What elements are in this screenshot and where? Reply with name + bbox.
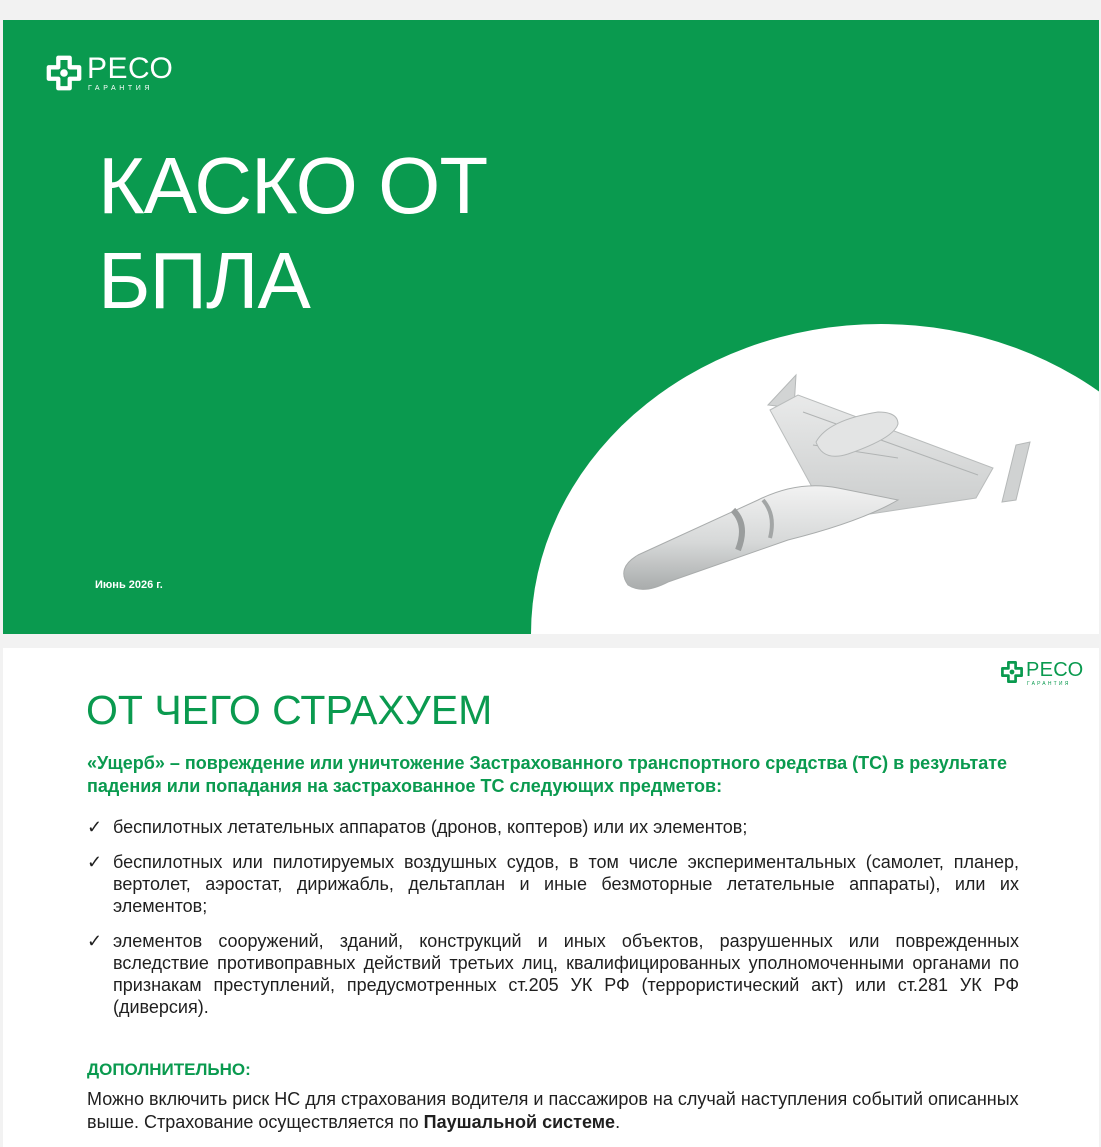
- list-item-text: элементов сооружений, зданий, конструкций и иных объектов, разрушенных или поврежденных вследствие противоправных действий третьих лиц, квалифицированных уполномоченными органами по признакам преступлений, предусмотренных ст.205 УК РФ (террористический акт) или ст.281 УК РФ (диверсия).: [113, 931, 1019, 1017]
- additional-bold-text: Паушальной системе: [423, 1112, 616, 1132]
- list-item: [87, 851, 1019, 917]
- logo-brand-text: РЕСО: [1026, 659, 1084, 681]
- cover-title-line1: КАСКО ОТ: [98, 141, 488, 230]
- reso-logo-small: [1000, 660, 1083, 687]
- check-icon: ✓: [87, 931, 103, 951]
- list-item-text: беспилотных летательных аппаратов (дронов, коптеров) или их элементов;: [113, 817, 748, 837]
- cover-slide: [3, 20, 1099, 634]
- list-item: [87, 816, 1019, 838]
- cover-title: [98, 138, 487, 328]
- logo-brand-text: РЕСО: [87, 52, 174, 85]
- additional-heading: ДОПОЛНИТЕЛЬНО:: [87, 1060, 251, 1079]
- reso-cross-logo-icon: [45, 54, 83, 92]
- check-icon: ✓: [87, 817, 103, 837]
- lead-paragraph: «Ущерб» – повреждение или уничтожение Застрахованного транспортного средства (ТС) в результате падения или попадания на застрахованное ТС следующих предметов:: [87, 753, 1008, 796]
- check-icon: ✓: [87, 852, 103, 872]
- additional-text: Можно включить риск НС для страхования водителя и пассажиров на случай наступления событий описанных выше. Страхование осуществляется по: [87, 1089, 1019, 1132]
- additional-end: .: [615, 1112, 621, 1132]
- cover-date: Июнь 2026 г.: [95, 579, 163, 591]
- drone-image: [598, 350, 1048, 610]
- logo-sub-text: ГАРАНТИЯ: [1027, 681, 1071, 687]
- coverage-list: [87, 816, 1019, 1018]
- reso-cross-logo-icon: [1000, 660, 1024, 684]
- section-heading: ОТ ЧЕГО СТРАХУЕМ: [86, 687, 493, 733]
- reso-logo: [45, 54, 173, 93]
- cover-title-line2: БПЛА: [98, 236, 310, 325]
- additional-paragraph: [87, 1088, 1047, 1134]
- logo-sub-text: ГАРАНТИЯ: [88, 85, 154, 92]
- list-item-text: беспилотных или пилотируемых воздушных судов, в том числе экспериментальных (самолет, планер, вертолет, аэростат, дирижабль, дельтаплан и иные безмоторные летательные аппараты), или их элементов;: [113, 852, 1019, 916]
- list-item: [87, 930, 1019, 1018]
- coverage-slide: [3, 648, 1099, 1147]
